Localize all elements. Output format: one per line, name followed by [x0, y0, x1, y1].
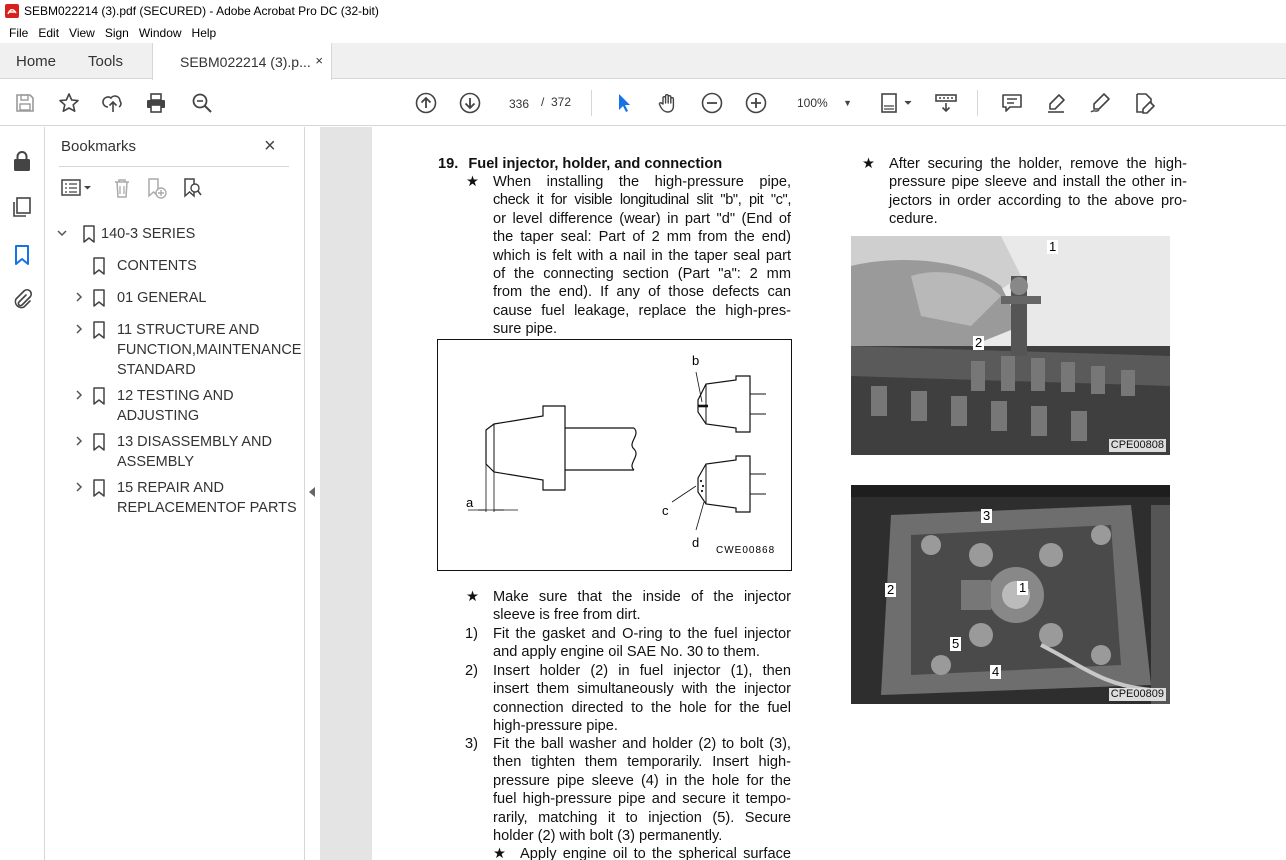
page-separator: /: [541, 95, 545, 109]
callout-5: 5: [952, 636, 960, 651]
photo-graphic: [851, 236, 1170, 455]
page-down-icon[interactable]: [458, 91, 482, 115]
toolbar-divider: [591, 90, 592, 116]
bookmarks-title: Bookmarks: [61, 138, 137, 155]
bookmark-flag-icon: [92, 479, 106, 497]
injector-install-photo: [851, 236, 1170, 455]
panel-splitter[interactable]: [304, 127, 320, 860]
menu-sign[interactable]: Sign: [104, 25, 129, 40]
edit-pdf-icon[interactable]: [1132, 91, 1156, 115]
tab-document-label: SEBM022214 (3).p...: [180, 53, 311, 70]
lock-icon[interactable]: [10, 149, 34, 173]
star-bullet: ★: [466, 174, 480, 190]
text-line: When installing the high-pressure pipe,: [493, 174, 791, 190]
bookmark-item-label: 15 REPAIR AND: [117, 480, 224, 496]
photo-code: CPE00808: [1110, 439, 1164, 451]
bookmark-item-label: 12 TESTING AND: [117, 388, 234, 404]
text-line: holder (2) with bolt (3) permanently.: [493, 828, 723, 845]
cylinder-head-photo: [851, 485, 1170, 704]
tab-bar: [0, 43, 1286, 79]
page-thumbnails-icon[interactable]: [10, 195, 34, 219]
menu-bar: [0, 22, 1286, 43]
window-title: SEBM022214 (3).pdf (SECURED) - Adobe Acrobat Pro DC (32-bit): [24, 4, 379, 18]
scroll-mode-icon[interactable]: [934, 91, 958, 115]
callout-1: 1: [1049, 239, 1057, 254]
step-2: [493, 662, 791, 736]
close-icon[interactable]: ×: [264, 135, 276, 157]
note-securing-holder: [889, 155, 1187, 229]
menu-file[interactable]: File: [9, 25, 29, 40]
panel-divider: [59, 166, 289, 167]
label-a: a: [466, 495, 474, 510]
step-number: 3): [465, 736, 478, 752]
bookmark-item-label: STANDARD: [117, 362, 196, 378]
callout-1: 1: [1019, 580, 1027, 595]
bookmark-item-label: FUNCTION,MAINTENANCE: [117, 342, 302, 358]
zoom-level-value: 100%: [797, 96, 828, 110]
bookmark-item-label: CONTENTS: [117, 258, 197, 274]
pdf-page: [372, 127, 1286, 860]
save-icon[interactable]: [13, 91, 37, 115]
left-rail: [0, 127, 45, 860]
zoom-in-icon[interactable]: [744, 91, 768, 115]
attachment-paperclip-icon[interactable]: [10, 287, 34, 311]
text-line: sure pipe.: [493, 321, 558, 338]
collapse-panel-icon[interactable]: [309, 487, 315, 497]
page-up-icon[interactable]: [414, 91, 438, 115]
tab-home[interactable]: Home: [16, 52, 57, 70]
text-line: or level difference (wear) in part "d" (End of: [493, 210, 791, 227]
delete-bookmark-icon[interactable]: [109, 175, 135, 201]
label-c: c: [662, 503, 669, 518]
figure-code: CWE00868: [716, 545, 776, 556]
note-injector-sleeve: [493, 588, 791, 625]
zoom-out-icon[interactable]: [700, 91, 724, 115]
bookmark-flag-icon: [92, 321, 106, 339]
note-high-pressure-pipe: [493, 173, 791, 339]
label-d: d: [692, 535, 700, 550]
text-line: high-pressure pipe.: [493, 718, 618, 735]
text-line: Fit the gasket and O-ring to the fuel injector: [493, 626, 791, 642]
bookmark-item-label: REPLACEMENTOF PARTS: [117, 500, 297, 516]
comment-icon[interactable]: [1000, 91, 1024, 115]
text-line: Make sure that the inside of the injector: [493, 589, 791, 605]
text-line: pressure pipe sleeve and install the other in-: [889, 174, 1187, 191]
text-line: fuel high-pressure pipe and secure it tempo-: [493, 791, 791, 808]
text-line: rarily, matching it to injection (5). Secure: [493, 809, 791, 826]
bookmark-flag-icon: [92, 387, 106, 405]
section-number: 19.: [438, 156, 459, 172]
bookmark-flag-icon: [92, 433, 106, 451]
acrobat-app-icon: [4, 3, 20, 19]
page-total: 372: [551, 95, 572, 109]
callout-2: 2: [975, 335, 983, 350]
bookmark-flag-icon: [82, 225, 96, 243]
step-number: 2): [465, 663, 478, 679]
step-number: 1): [465, 626, 478, 642]
section-heading: [438, 155, 722, 173]
bookmark-item-label: 01 GENERAL: [117, 290, 207, 306]
text-line: which is felt with a nail in the taper seal part: [493, 247, 791, 264]
menu-view[interactable]: View: [69, 25, 95, 40]
tab-tools[interactable]: Tools: [88, 52, 124, 70]
callout-3: 3: [983, 508, 991, 523]
hand-pan-icon[interactable]: [656, 91, 680, 115]
bookmark-item-label: ADJUSTING: [117, 408, 200, 424]
document-viewport[interactable]: [320, 127, 1286, 860]
title-bar: [0, 0, 1286, 22]
bookmark-item-label: 11 STRUCTURE AND: [117, 322, 260, 338]
step-3: [493, 735, 791, 845]
text-line: cause fuel leakage, replace the high-pres-: [493, 302, 791, 319]
text-line: from the end). If any of those defects can: [493, 284, 791, 301]
text-line: pressure pipe sleeve (4) in the hole for the: [493, 772, 791, 789]
text-line: connection directed to the hole for the fuel: [493, 699, 791, 716]
text-line: then tighten them temporarily. Insert high-: [493, 754, 791, 771]
tab-close-icon[interactable]: ×: [315, 53, 323, 68]
star-bullet: ★: [466, 589, 480, 605]
bookmarks-panel: [45, 127, 304, 860]
pipe-figure: [437, 339, 792, 571]
chevron-right-icon[interactable]: [73, 435, 85, 450]
select-cursor-icon[interactable]: [612, 91, 636, 115]
text-line: the taper seal: Part of 2 mm from the end): [493, 229, 791, 246]
bookmark-panel-icon[interactable]: [10, 243, 34, 267]
text-line: Insert holder (2) in fuel injector (1), then: [493, 663, 791, 679]
section-title: Fuel injector, holder, and connection: [468, 156, 723, 172]
text-line: jectors in order according to the above pro-: [889, 192, 1187, 209]
search-zoom-icon[interactable]: [190, 91, 214, 115]
toolbar: [0, 80, 1286, 126]
chevron-down-icon[interactable]: [56, 227, 68, 242]
label-b: b: [692, 353, 700, 368]
page-fit-icon[interactable]: [878, 91, 914, 115]
text-line: cedure.: [889, 211, 938, 228]
menu-edit[interactable]: Edit: [38, 25, 60, 40]
chevron-right-icon[interactable]: [73, 291, 85, 306]
chevron-right-icon[interactable]: [73, 389, 85, 404]
photo-code: CPE00809: [1110, 688, 1164, 700]
share-upload-icon[interactable]: [101, 91, 125, 115]
draw-sign-icon[interactable]: [1088, 91, 1112, 115]
pipe-diagram: [438, 340, 793, 572]
new-bookmark-icon[interactable]: [143, 175, 169, 201]
bookmark-options-icon[interactable]: [59, 175, 95, 201]
star-bullet: ★: [493, 846, 507, 860]
callout-2: 2: [887, 582, 895, 597]
bookmark-star-icon[interactable]: [57, 91, 81, 115]
callout-4: 4: [992, 664, 1000, 679]
text-line: insert them simultaneously with the injector: [493, 681, 791, 698]
find-bookmark-icon[interactable]: [179, 175, 205, 201]
text-line: and apply engine oil SAE No. 30 to them.: [493, 644, 760, 661]
toolbar-divider: [977, 90, 978, 116]
note-spherical-surface: [520, 845, 791, 860]
bookmark-item-label: 13 DISASSEMBLY AND: [117, 434, 273, 450]
chevron-right-icon[interactable]: [73, 481, 85, 496]
menu-window[interactable]: Window: [138, 25, 182, 40]
highlight-pen-icon[interactable]: [1044, 91, 1068, 115]
text-line: Apply engine oil to the spherical surface: [520, 846, 791, 860]
star-bullet: ★: [862, 156, 876, 172]
text-line: check it for visible longitudinal slit "b", pit "c",: [493, 192, 791, 209]
chevron-right-icon[interactable]: [73, 323, 85, 338]
menu-help[interactable]: Help: [191, 25, 217, 40]
page-number-input[interactable]: 336: [508, 97, 530, 111]
bookmark-root-label: 140-3 SERIES: [101, 226, 196, 242]
bookmark-flag-icon: [92, 289, 106, 307]
text-line: Fit the ball washer and holder (2) to bolt (3),: [493, 736, 791, 752]
text-line: After securing the holder, remove the high-: [889, 156, 1187, 172]
text-line: of the connecting section (Part "a": 2 mm: [493, 266, 791, 283]
tab-document[interactable]: [152, 43, 332, 80]
bookmark-flag-icon: [92, 257, 106, 275]
chevron-down-icon: ▼: [843, 98, 852, 108]
bookmark-item-label: ASSEMBLY: [117, 454, 195, 470]
text-line: sleeve is free from dirt.: [493, 607, 641, 624]
photo-graphic: [851, 485, 1170, 704]
zoom-level-select[interactable]: [788, 91, 858, 115]
print-icon[interactable]: [144, 91, 168, 115]
step-1: [493, 625, 791, 662]
